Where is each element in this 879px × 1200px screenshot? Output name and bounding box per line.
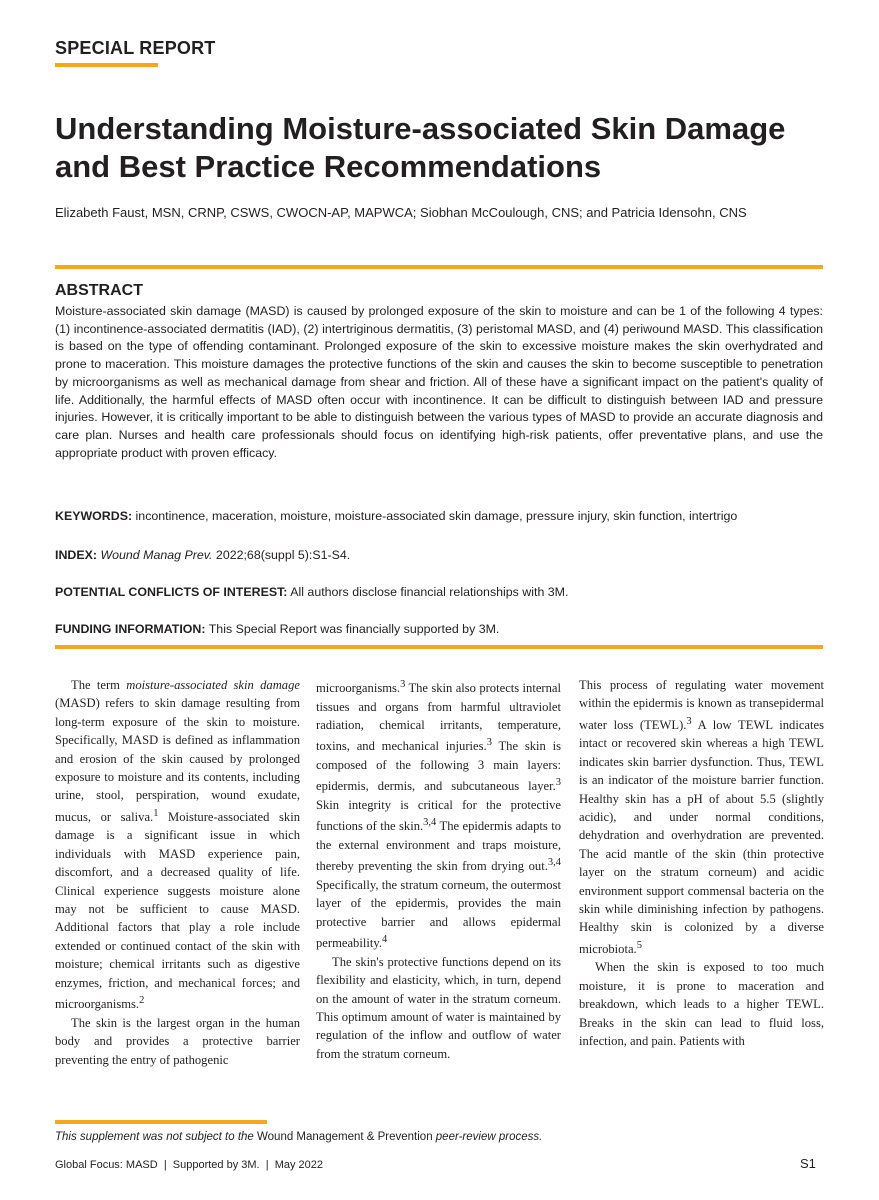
funding-label: FUNDING INFORMATION: — [55, 622, 206, 636]
body-text: The skin also protects internal tissues and organs from harmful ultraviolet radiation, chemical irritants, temperature, toxins, and mechanical injuries. — [316, 681, 561, 754]
footnote-text: This supplement was not subject to the — [55, 1131, 257, 1143]
body-column-1 — [55, 676, 300, 1069]
abstract-heading: ABSTRACT — [55, 282, 143, 299]
accent-rule-footnote — [55, 1120, 267, 1124]
body-text: This process of regulating water movement within the epidermis is known as transepidermal water loss (TEWL). — [579, 678, 824, 732]
body-text: (MASD) refers to skin damage resulting from long-term exposure of the skin to moisture. Specifically, MASD is defined as inflammation and erosion of the skin caused by prolonged exposure to moisture and its contents, including urine, stool, perspiration, wound exudate, mucus, or saliva. — [55, 696, 300, 825]
funding-value: This Special Report was financially supported by 3M. — [205, 622, 500, 636]
index-citation: 2022;68(suppl 5):S1-S4. — [212, 548, 351, 562]
index-line — [55, 548, 835, 562]
body-paragraph: When the skin is exposed to too much moisture, it is prone to maceration and breakdown, which leads to a higher TEWL. Breaks in the skin can lead to fluid loss, infection, and pain. Patients with — [579, 960, 824, 1049]
body-paragraph: The skin's protective functions depend on its flexibility and elasticity, which, in turn, depend on the amount of water in the stratum corneum. This optimum amount of water is maintained by regulation of the inflow and outflow of water from the stratum corneum. — [316, 954, 561, 1061]
citation-ref: 3 — [486, 737, 492, 749]
footnote — [55, 1131, 542, 1143]
conflicts-label: POTENTIAL CONFLICTS OF INTEREST: — [55, 585, 288, 599]
running-footer: Global Focus: MASD | Supported by 3M. | May 2022 — [55, 1159, 324, 1171]
citation-ref: 3,4 — [423, 817, 437, 829]
body-paragraph — [55, 676, 300, 1014]
body-text: The epidermis adapts to the external environment and traps moisture, thereby preventing the skin from drying out. — [316, 819, 561, 874]
body-text: The skin is composed of the following 3 main layers: epidermis, dermis, and subcutaneous layer. — [316, 739, 561, 794]
body-column-2 — [316, 676, 561, 1063]
conflicts-line — [55, 585, 835, 599]
body-paragraph — [579, 676, 824, 958]
body-text: microorganisms. — [316, 681, 401, 696]
citation-ref: 2 — [139, 995, 145, 1007]
author-list: Elizabeth Faust, MSN, CRNP, CSWS, CWOCN-AP, MAPWCA; Siobhan McCoulough, CNS; and Patricia Idensohn, CNS — [55, 205, 747, 220]
index-label: INDEX: — [55, 548, 97, 562]
funding-line — [55, 622, 835, 636]
accent-rule-abstract-bottom — [55, 645, 823, 649]
body-paragraph — [316, 676, 561, 953]
body-column-3 — [579, 676, 824, 1051]
index-journal: Wound Manag Prev. — [97, 548, 213, 562]
citation-ref: 3,4 — [547, 857, 561, 869]
footnote-journal: Wound Management & Prevention — [257, 1131, 433, 1143]
keywords-label: KEYWORDS: — [55, 509, 133, 523]
article-title: Understanding Moisture-associated Skin Damage and Best Practice Recommendations — [55, 111, 786, 184]
keywords-value: incontinence, maceration, moisture, moisture-associated skin damage, pressure injury, skin function, intertrigo — [132, 509, 738, 523]
citation-ref: 5 — [636, 939, 642, 951]
body-text: Moisture-associated skin damage is a significant issue in which individuals with MASD experience pain, discomfort, and a decreased quality of life. Clinical experience suggests moisture alone may not be sufficient to cause MASD. Additional factors that play a role include extended or continued contact of the skin with moisture; chemical irritants such as digestive enzymes, friction, and mechanical forces; and microorganisms. — [55, 810, 300, 1012]
keywords-line — [55, 509, 835, 523]
defined-term: moisture-associated skin damage — [126, 678, 300, 692]
body-text: The term — [71, 678, 127, 692]
abstract-body: Moisture-associated skin damage (MASD) is caused by prolonged exposure of the skin to moisture and can be 1 of the following 4 types: (1) incontinence-associated dermatitis (IAD), (2) intertriginous dermatitis, (3) peristomal MASD, and (4) periwound MASD. This classification is based on the type of offending contaminant. Prolonged exposure of the skin to excessive moisture makes the skin overhydrated and prone to maceration. This moisture damages the protective functions of the skin and causes the skin to become susceptible to penetration by microorganisms as well as mechanical damage from shear and friction. All of these have a significant impact on the patient's quality of life. Additionally, the harmful effects of MASD often occur with incontinence. It can be difficult to distinguish between IAD and pressure injuries. However, it is critically important to be able to distinguish between the various types of MASD to provide an accurate diagnosis and care plan. Nurses and health care professionals should focus on identifying high-risk patients, offer preventative plans, and use the appropriate product with proven efficacy. — [55, 304, 823, 460]
body-text: A low TEWL indicates intact or recovered skin whereas a high TEWL indicates skin barrier dysfunction. Thus, TEWL is an indicator of the moisture barrier function. Healthy skin has a pH of about 5.5 (slightly acidic), and under normal conditions, dehydration and overhydration are prevented. The acid mantle of the skin (thin protective layer on the stratum corneum) and acidic environment support commensal bacteria on the skin while diminishing infection by pathogens. Healthy skin is colonized by a diverse microbiota. — [579, 718, 824, 957]
citation-ref: 3 — [400, 679, 406, 690]
body-paragraph: The skin is the largest organ in the human body and provides a protective barrier preventing the entry of pathogenic — [55, 1015, 300, 1067]
accent-rule-abstract-top — [55, 265, 823, 269]
citation-ref: 4 — [381, 934, 388, 946]
conflicts-value: All authors disclose financial relationships with 3M. — [287, 585, 569, 599]
page-number: S1 — [800, 1156, 816, 1171]
body-text: Specifically, the stratum corneum, the outermost layer of the epidermis, provides the main protective barrier and allows epidermal permeability. — [316, 878, 561, 951]
body-text: Skin integrity is critical for the protective functions of the skin. — [316, 798, 561, 834]
section-label: SPECIAL REPORT — [55, 38, 216, 58]
accent-rule — [55, 63, 158, 67]
citation-ref: 3 — [555, 777, 561, 789]
footnote-text: peer-review process. — [432, 1131, 543, 1143]
citation-ref: 1 — [153, 807, 159, 819]
citation-ref: 3 — [686, 715, 692, 727]
